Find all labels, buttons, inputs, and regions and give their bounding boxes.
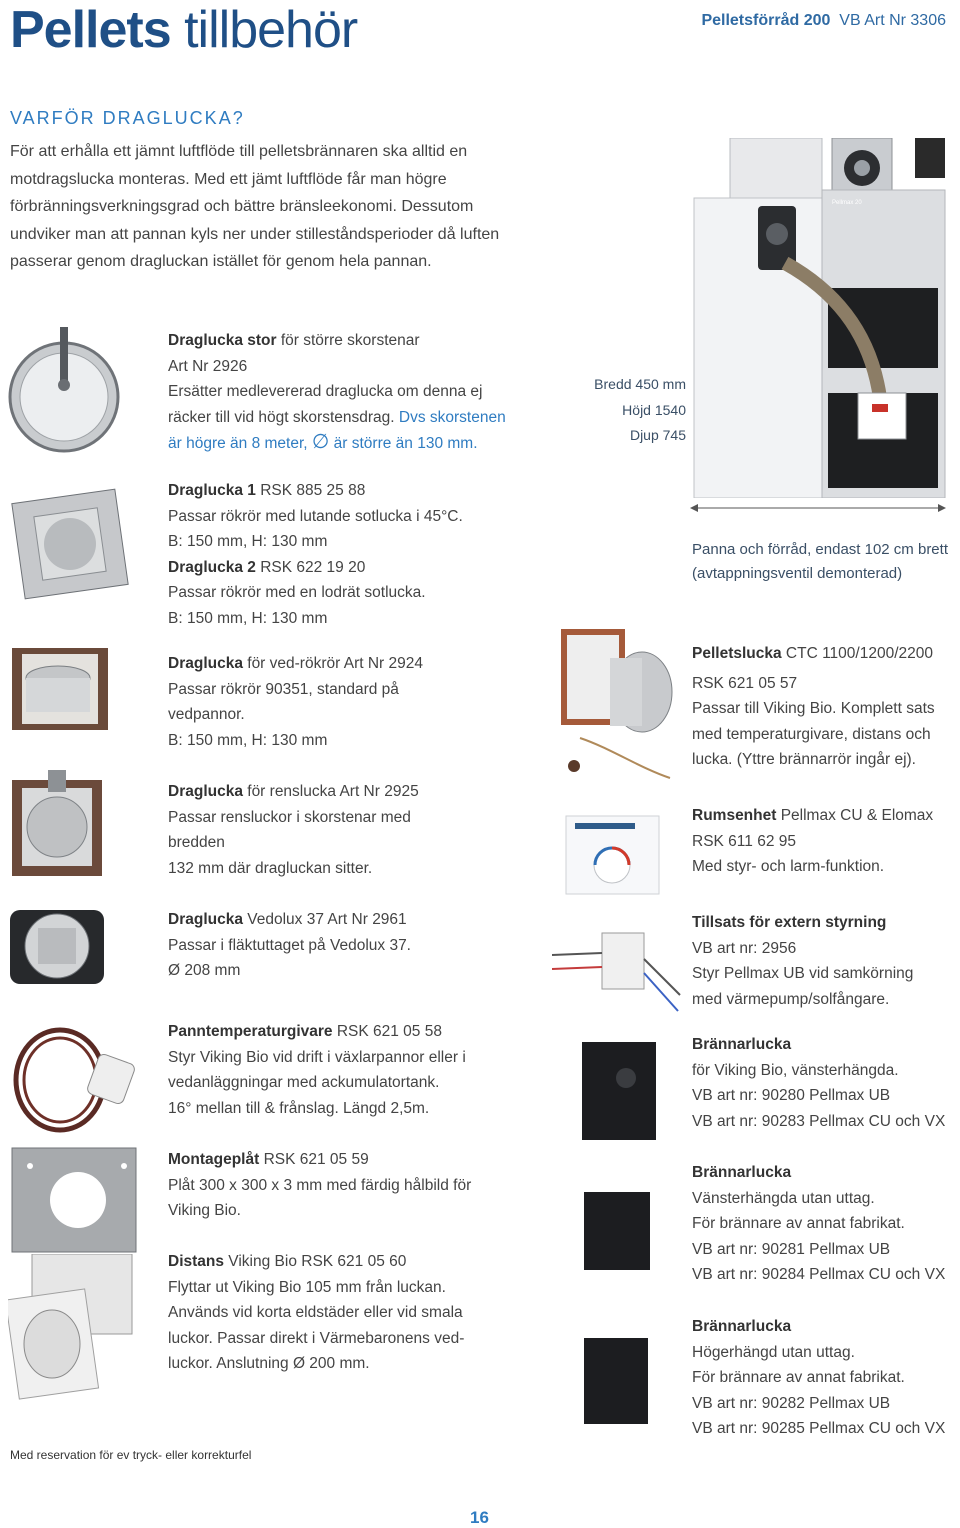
store-dimensions: Bredd 450 mm Höjd 1540 Djup 745: [594, 376, 686, 443]
product-tillsats-extern-styrning: Tillsats för extern styrning VB art nr: 2956 Styr Pellmax UB vid samkörning med värmepump/solfångare.: [692, 914, 914, 1008]
width-dimension-arrow: [690, 500, 946, 516]
distans-image: [8, 1254, 142, 1404]
intro-paragraph: För att erhålla ett jämnt luftflöde till pelletsbrännaren ska alltid en motdragslucka monteras. Med ett jämt luftflöde får man högre förbränningsverkningsgrad och bättre bränsleekonomi. Dessutom undviker man att pannan kyls ner under stilleståndsperioder då luften passerar genom dragluckan istället för genom hela pannan.: [10, 143, 500, 270]
brannarlucka-1-image: [580, 1040, 660, 1144]
product-brannarlucka-3: Brännarlucka Högerhängd utan uttag. För brännare av annat fabrikat. VB art nr: 90282 Pellmax UB VB art nr: 90285 Pellmax CU och VX: [692, 1318, 946, 1437]
product-draglucka-1-2: Draglucka 1 RSK 885 25 88 Passar rökrör med lutande sotlucka i 45°C. B: 150 mm, H: 130 mm Draglucka 2 RSK 622 19 20 Passar rökrör med en lodrät sotlucka. B: 150 mm, H: 130 mm: [168, 482, 463, 627]
unit-label: Pellmax 20: [832, 200, 862, 206]
pellet-store-illustration: [690, 138, 955, 498]
pelletslucka-image: [550, 628, 685, 786]
montageplat-image: [8, 1146, 140, 1254]
product-brannarlucka-2: Brännarlucka Vänsterhängda utan uttag. För brännare av annat fabrikat. VB art nr: 90281 Pellmax UB VB art nr: 90284 Pellmax CU och VX: [692, 1164, 946, 1283]
footnote: Med reservation för ev tryck- eller korrekturfel: [10, 1448, 252, 1462]
product-draglucka-vedolux: Draglucka Vedolux 37 Art Nr 2961 Passar i fläktuttaget på Vedolux 37. Ø 208 mm: [168, 911, 411, 979]
draglucka-stor-image: [6, 325, 121, 455]
product-draglucka-stor: Draglucka stor för större skorstenar Art Nr 2926 Ersätter medlevererad draglucka om denna ej räcker till vid högt skorstensdrag. Dvs skorstenen är högre än 8 meter, ∅ är större än 130 mm.: [168, 332, 506, 453]
product-pelletslucka: Pelletslucka CTC 1100/1200/2200 RSK 621 05 57 Passar till Viking Bio. Komplett sats med temperaturgivare, distans och lucka. (Yttre brännarrör ingår ej).: [692, 645, 935, 768]
product-reference: Pelletsförråd 200 VB Art Nr 3306: [701, 12, 946, 29]
product-brannarlucka-1: Brännarlucka för Viking Bio, vänsterhängda. VB art nr: 90280 Pellmax UB VB art nr: 90283 Pellmax CU och VX: [692, 1036, 946, 1130]
diameter-icon: ∅: [311, 431, 330, 453]
page-title: Pellets tillbehör: [10, 1, 358, 59]
draglucka-vedolux-image: [8, 906, 108, 986]
draglucka-ved-image: [8, 640, 120, 750]
panntemperaturgivare-image: [8, 1020, 148, 1138]
brannarlucka-3-image: [582, 1336, 652, 1428]
product-rumsenhet: Rumsenhet Pellmax CU & Elomax RSK 611 62 95 Med styr- och larm-funktion.: [692, 807, 934, 875]
product-montageplat: Montageplåt RSK 621 05 59 Plåt 300 x 300 x 3 mm med färdig hålbild för Viking Bio.: [168, 1151, 472, 1219]
tillsats-extern-styrning-image: [552, 925, 682, 1015]
brannarlucka-2-image: [582, 1190, 654, 1272]
draglucka-renslucka-image: [8, 770, 108, 880]
draglucka-1-image: [8, 484, 133, 604]
product-draglucka-ved: Draglucka för ved-rökrör Art Nr 2924 Passar rökrör 90351, standard på vedpannor. B: 150 mm, H: 130 mm: [168, 655, 423, 749]
rumsenhet-image: [565, 815, 660, 895]
product-draglucka-renslucka: Draglucka för renslucka Art Nr 2925 Passar rensluckor i skorstenar med bredden 132 mm där dragluckan sitter.: [168, 783, 419, 877]
page-number: 16: [470, 1508, 489, 1527]
product-panntemperaturgivare: Panntemperaturgivare RSK 621 05 58 Styr Viking Bio vid drift i växlarpannor eller i vedanläggningar med ackumulatortank. 16° mellan till & frånslag. Längd 2,5m.: [168, 1023, 466, 1117]
product-distans: Distans Viking Bio RSK 621 05 60 Flyttar ut Viking Bio 105 mm från luckan. Används vid korta eldstäder eller vid smala luckor. Passar direkt i Värmebaronens ved- luckor. Anslutning Ø 200 mm.: [168, 1253, 465, 1372]
store-caption: Panna och förråd, endast 102 cm brett (avtappningsventil demonterad): [692, 541, 948, 582]
section-heading: VARFÖR DRAGLUCKA?: [10, 108, 245, 128]
